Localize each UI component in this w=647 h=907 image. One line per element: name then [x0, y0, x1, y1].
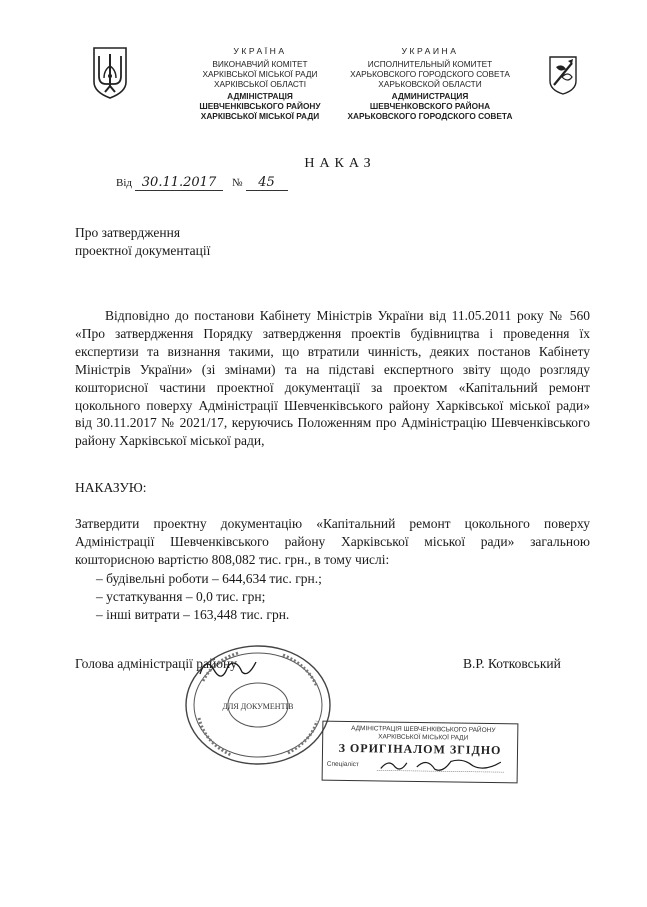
subject-line-1: Про затвердження — [75, 225, 181, 240]
signatory-name: В.Р. Котковський — [463, 656, 561, 671]
cost-list — [96, 570, 322, 624]
preamble-text: Відповідно до постанови Кабінету Міністрів України від 11.05.2011 року № 560 «Про затвердження Порядку затвердження проектів будівництва і проведення їх експертизи та визнання такими, що втратили чинність, деяких постанов Кабінету Міністрів України» (зі змінами) та на підставі експертного звіту щодо розгляду кошторисної частини проектної документації за проектом «Капітальний ремонт цокольного поверху Адміністрації Шевченківського району Харківської міської ради» від 30.11.2017 № 2021/17, керуючись Положенням про Адміністрацію Шевченківського району Харківської міської ради, — [75, 308, 590, 449]
certified-copy-stamp — [322, 721, 519, 784]
date-label: Від — [116, 177, 132, 189]
subject-line-2: проектної документації — [75, 243, 211, 258]
header-left-line2: ХАРКІВСЬКОЇ МІСЬКОЇ РАДИ — [202, 69, 318, 79]
header-right-bold1: АДМИНИСТРАЦИЯ — [391, 91, 469, 101]
date-value: 30.11.2017 — [135, 175, 223, 191]
stamp-main-text: З ОРИГІНАЛОМ ЗГІДНО — [338, 740, 502, 758]
header-left-line3: ХАРКІВСЬКОЇ ОБЛАСТІ — [213, 79, 307, 89]
header-right-bold3: ХАРЬКОВСКОГО ГОРОДСКОГО СОВЕТА — [347, 111, 513, 121]
stamp-sign-label: Спеціаліст — [326, 760, 359, 769]
seal-center-text: ДЛЯ ДОКУМЕНТІВ — [222, 702, 294, 711]
number-label: № — [232, 177, 243, 189]
order-paragraph — [75, 515, 590, 569]
stamp-org-line2: ХАРКІВСЬКОЇ МІСЬКОЇ РАДИ — [378, 733, 469, 742]
header-right-bold2: ШЕВЧЕНКОВСКОГО РАЙОНА — [369, 101, 491, 111]
number-value: 45 — [246, 175, 288, 191]
signatory-title: Голова адміністрації району — [75, 656, 237, 671]
header-right-line2: ХАРЬКОВСКОГО ГОРОДСКОГО СОВЕТА — [350, 69, 510, 79]
header-left-line1: ВИКОНАВЧИЙ КОМІТЕТ — [212, 59, 308, 69]
header-left-bold3: ХАРКІВСЬКОЇ МІСЬКОЇ РАДИ — [200, 111, 320, 121]
header-right-line3: ХАРЬКОВСКОЙ ОБЛАСТИ — [378, 79, 482, 89]
header-right-block — [335, 46, 525, 121]
header-right-country: УКРАИНА — [401, 46, 459, 56]
kharkiv-coat-of-arms-icon — [548, 55, 578, 95]
header-right-line1: ИСПОЛНИТЕЛЬНЫЙ КОМИТЕТ — [367, 59, 493, 69]
list-item: – будівельні роботи – 644,634 тис. грн.; — [96, 570, 322, 588]
order-word: НАКАЗУЮ: — [75, 480, 147, 495]
header-left-bold2: ШЕВЧЕНКІВСЬКОГО РАЙОНУ — [199, 101, 321, 111]
document-subject — [75, 224, 210, 260]
signature-scribble-icon — [196, 652, 266, 682]
stamp-org-line1: АДМІНІСТРАЦІЯ ШЕВЧЕНКІВСЬКОГО РАЙОНУ — [351, 725, 496, 735]
list-item: – устаткування – 0,0 тис. грн; — [96, 588, 322, 606]
date-number-row — [116, 175, 288, 191]
header-left-country: УКРАЇНА — [233, 46, 287, 56]
header-left-block — [160, 46, 360, 121]
order-text: Затвердити проектну документацію «Капітальний ремонт цокольного поверху Адміністрації Шевченківського району Харківської міської ради» загальною кошторисною вартістю 808,082 тис. грн., в тому числі: — [75, 516, 590, 567]
preamble-paragraph — [75, 307, 590, 450]
trident-emblem-icon — [92, 46, 128, 100]
stamp-signature-icon — [377, 752, 507, 776]
header-left-bold1: АДМІНІСТРАЦІЯ — [227, 91, 293, 101]
list-item: – інші витрати – 163,448 тис. грн. — [96, 606, 322, 624]
document-title: НАКАЗ — [304, 156, 376, 171]
